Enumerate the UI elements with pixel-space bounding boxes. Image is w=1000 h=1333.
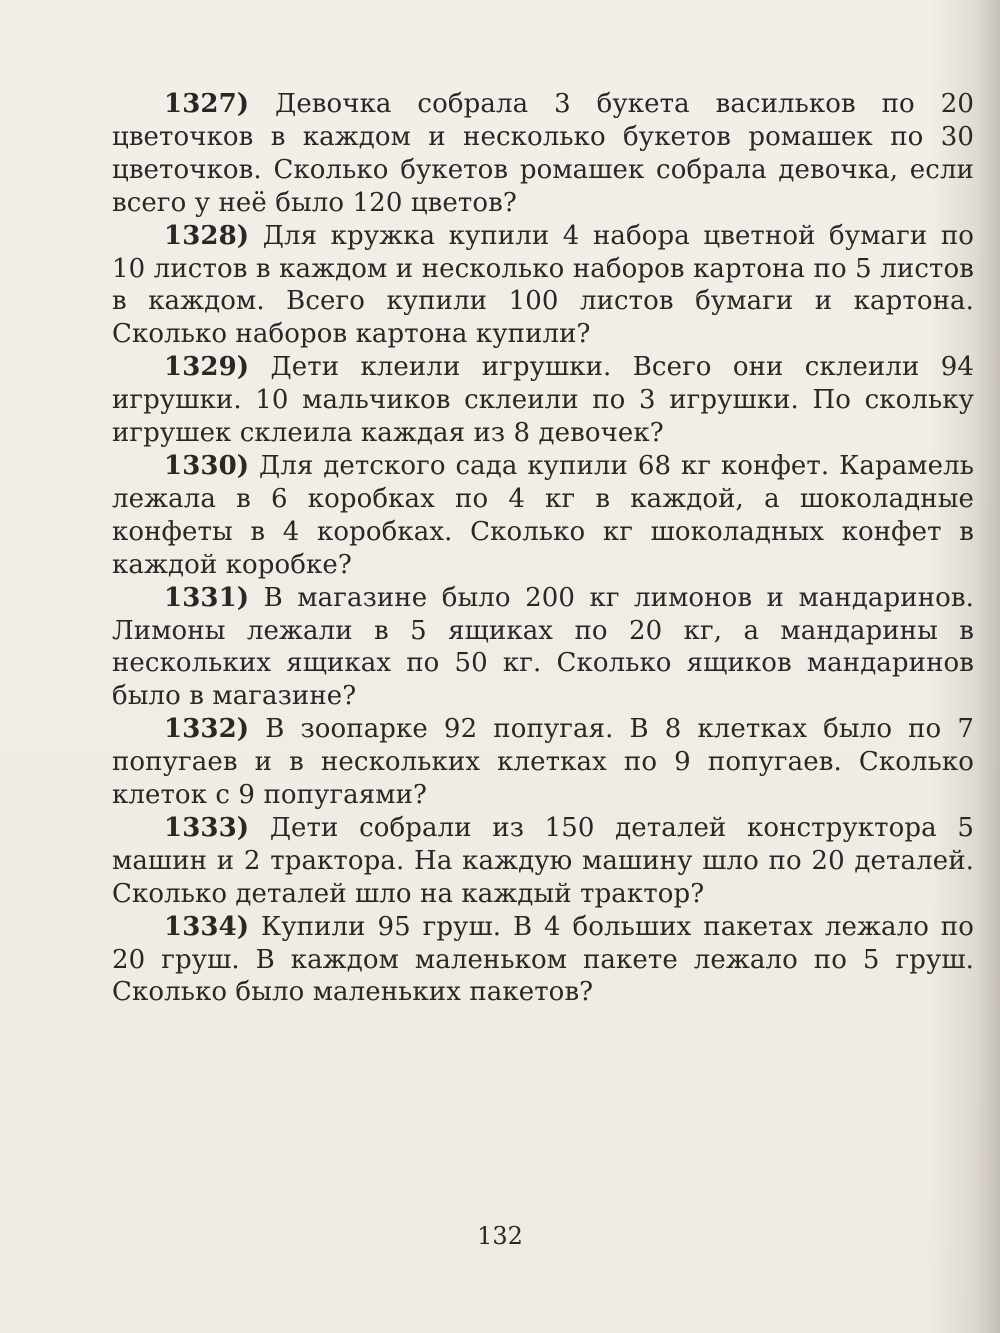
- problems-text: [112, 88, 974, 1009]
- problem-1333: [112, 812, 974, 911]
- problem-text: В магазине было 200 кг лимонов и мандаринов. Лимоны лежали в 5 ящиках по 20 кг, а мандарины в нескольких ящиках по 50 кг. Сколько ящиков мандаринов было в магазине?: [112, 582, 974, 712]
- problem-text: Дети собрали из 150 деталей конструктора 5 машин и 2 трактора. На каждую машину шло по 20 деталей. Сколько деталей шло на каждый трактор?: [112, 812, 975, 909]
- problem-1329: [112, 351, 974, 450]
- problem-number: 1330): [164, 450, 250, 481]
- problem-number: 1329): [164, 352, 250, 383]
- problem-number: 1333): [164, 812, 250, 843]
- problem-number: 1334): [164, 911, 250, 942]
- problem-1330: [112, 450, 974, 582]
- problem-number: 1328): [164, 220, 250, 251]
- problem-number: 1332): [164, 714, 250, 745]
- problem-text: Для детского сада купили 68 кг конфет. Карамель лежала в 6 коробках по 4 кг в каждой, а шоколадные конфеты в 4 коробках. Сколько кг шоколадных конфет в каждой коробке?: [112, 450, 974, 580]
- problem-1327: [112, 88, 974, 220]
- page-number: 132: [477, 1222, 523, 1250]
- problem-number: 1331): [164, 582, 250, 613]
- problem-text: Девочка собрала 3 букета васильков по 20 цветочков в каждом и несколько букетов ромашек по 30 цветочков. Сколько букетов ромашек собрала девочка, если всего у неё было 120 цветов?: [112, 89, 974, 218]
- problem-1332: [112, 713, 974, 812]
- problem-text: Для кружка купили 4 набора цветной бумаги по 10 листов в каждом и несколько наборов картона по 5 листов в каждом. Всего купили 100 листов бумаги и картона. Сколько наборов картона купили?: [112, 220, 975, 350]
- problem-1334: [112, 911, 974, 1010]
- problem-text: В зоопарке 92 попугая. В 8 клетках было по 7 попугаев и в нескольких клетках по 9 попугаев. Сколько клеток с 9 попугаями?: [112, 714, 974, 811]
- problem-number: 1327): [164, 89, 250, 119]
- problem-text: Дети клеили игрушки. Всего они склеили 94 игрушки. 10 мальчиков склеили по 3 игрушки. По скольку игрушек склеила каждая из 8 девочек?: [112, 352, 974, 449]
- problem-1328: [112, 220, 974, 352]
- problem-text: Купили 95 груш. В 4 больших пакетах лежало по 20 груш. В каждом маленьком пакете лежало по 5 груш. Сколько было маленьких пакетов?: [112, 911, 974, 1008]
- problem-1331: [112, 582, 974, 714]
